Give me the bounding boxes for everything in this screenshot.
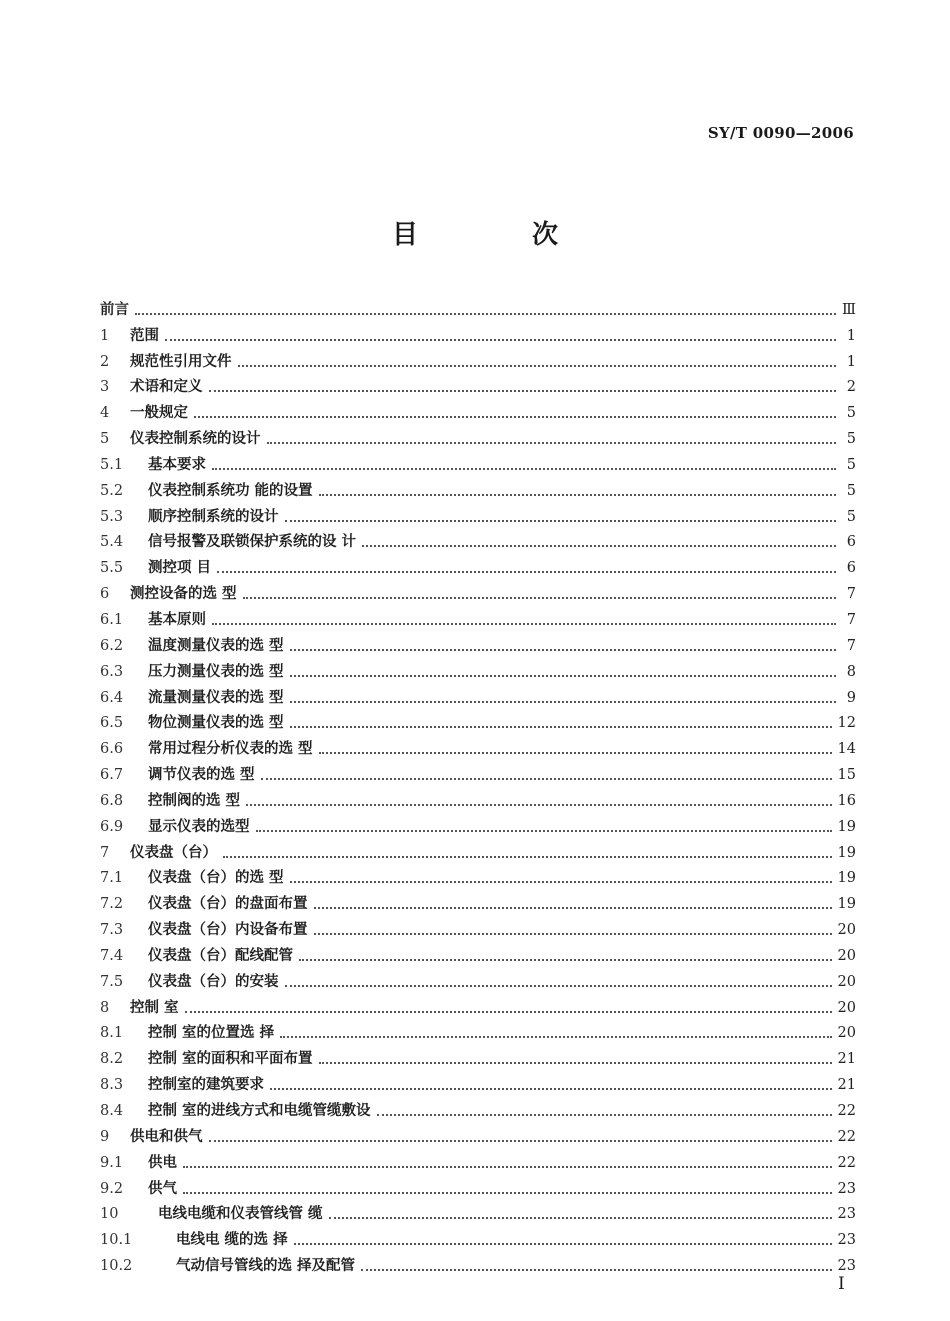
toc-entry-page: 9 <box>846 689 856 706</box>
toc-leader-dots <box>361 1269 831 1271</box>
toc-entry-number: 6.7 <box>100 767 124 784</box>
toc-leader-dots <box>185 1011 832 1013</box>
toc-entry[interactable] <box>100 708 856 734</box>
toc-entry-number: 7.4 <box>100 947 124 964</box>
toc-entry-number: 2 <box>100 353 110 370</box>
toc-leader-dots <box>314 907 832 909</box>
toc-entry-number: 5 <box>100 431 110 448</box>
toc-leader-dots <box>285 985 832 987</box>
toc-entry-page: 7 <box>846 586 856 603</box>
toc-entry-label: 测控项 目 <box>148 559 212 577</box>
toc-leader-dots <box>290 701 836 703</box>
toc-entry-label: 信号报警及联锁保护系统的设 计 <box>148 533 357 551</box>
toc-entry-number: 6.5 <box>100 715 124 732</box>
toc-entry-page: 5 <box>846 431 856 448</box>
toc-entry[interactable] <box>100 1199 856 1225</box>
toc-entry[interactable] <box>100 656 856 682</box>
toc-entry-label: 顺序控制系统的设计 <box>148 507 279 525</box>
toc-entry[interactable] <box>100 423 856 449</box>
toc-entry-number: 7.1 <box>100 870 124 887</box>
toc-entry-page: 12 <box>837 715 856 732</box>
toc-leader-dots <box>280 1036 831 1038</box>
toc-entry-number: 9.1 <box>100 1154 124 1171</box>
toc-entry-label: 范围 <box>130 326 159 344</box>
toc-entry[interactable] <box>100 759 856 785</box>
toc-entry-page: 19 <box>837 844 856 861</box>
toc-entry-label: 控制 室的面积和平面布置 <box>148 1050 313 1068</box>
toc-entry-label: 调节仪表的选 型 <box>148 766 255 784</box>
toc-leader-dots <box>183 1192 832 1194</box>
toc-leader-dots <box>217 571 836 573</box>
toc-entry-number: 6.6 <box>100 741 124 758</box>
toc-leader-dots <box>135 313 836 315</box>
toc-entry-page: 1 <box>846 353 856 370</box>
toc-entry-page: 1 <box>846 327 856 344</box>
toc-entry-label: 仪表盘（台）的选 型 <box>148 869 284 887</box>
toc-entry-number: 8.1 <box>100 1025 124 1042</box>
toc-entry-label: 控制 室 <box>130 998 179 1016</box>
toc-entry-page: 6 <box>846 534 856 551</box>
toc-entry-number: 5.3 <box>100 508 124 525</box>
toc-leader-dots <box>299 959 832 961</box>
toc-entry-label: 测控设备的选 型 <box>130 585 237 603</box>
toc-entry-label: 物位测量仪表的选 型 <box>148 714 284 732</box>
toc-leader-dots <box>165 339 836 341</box>
toc-entry-number: 4 <box>100 405 110 422</box>
toc-entry[interactable] <box>100 1250 856 1276</box>
toc-entry-page: 5 <box>846 482 856 499</box>
toc-leader-dots <box>362 545 836 547</box>
toc-entry[interactable] <box>100 1121 856 1147</box>
toc-entry-page: 23 <box>837 1232 856 1249</box>
toc-entry-page: 5 <box>846 456 856 473</box>
table-of-contents <box>100 294 856 1276</box>
toc-entry-label: 前言 <box>100 300 129 318</box>
toc-entry[interactable] <box>100 397 856 423</box>
toc-entry[interactable] <box>100 630 856 656</box>
toc-entry-page: 20 <box>837 947 856 964</box>
toc-leader-dots <box>238 365 837 367</box>
toc-entry-number: 10.1 <box>100 1232 133 1249</box>
toc-entry-page: 22 <box>837 1128 856 1145</box>
toc-entry-label: 一般规定 <box>130 404 188 422</box>
toc-entry-number: 7.5 <box>100 973 124 990</box>
toc-entry-label: 仪表盘（台）的安装 <box>148 972 279 990</box>
toc-leader-dots <box>290 881 832 883</box>
toc-entry-number: 8.2 <box>100 1051 124 1068</box>
toc-entry-number: 9 <box>100 1128 110 1145</box>
toc-entry[interactable] <box>100 346 856 372</box>
toc-entry-label: 电线电 缆的选 择 <box>176 1231 288 1249</box>
toc-entry[interactable] <box>100 888 856 914</box>
toc-entry-label: 控制阀的选 型 <box>148 791 241 809</box>
toc-entry[interactable] <box>100 733 856 759</box>
toc-leader-dots <box>290 726 832 728</box>
toc-entry-number: 7.3 <box>100 922 124 939</box>
toc-entry[interactable] <box>100 811 856 837</box>
toc-leader-dots <box>212 468 836 470</box>
toc-entry-label: 基本原则 <box>148 610 206 628</box>
toc-leader-dots <box>294 1243 832 1245</box>
toc-leader-dots <box>246 804 831 806</box>
toc-entry-label: 仪表盘（台）内设备布置 <box>148 921 308 939</box>
toc-leader-dots <box>319 1062 832 1064</box>
toc-entry-page: 20 <box>837 1025 856 1042</box>
toc-entry-label: 压力测量仪表的选 型 <box>148 662 284 680</box>
toc-leader-dots <box>270 1088 832 1090</box>
toc-entry-number: 6.2 <box>100 637 124 654</box>
toc-entry-label: 显示仪表的选型 <box>148 817 250 835</box>
toc-leader-dots <box>329 1217 832 1219</box>
toc-entry-label: 术语和定义 <box>130 378 203 396</box>
page-number: I <box>838 1274 845 1294</box>
toc-entry[interactable] <box>100 992 856 1018</box>
toc-entry-label: 控制 室的进线方式和电缆管缆敷设 <box>148 1102 371 1119</box>
toc-entry[interactable] <box>100 914 856 940</box>
toc-entry[interactable] <box>100 1173 856 1199</box>
toc-leader-dots <box>285 520 837 522</box>
toc-leader-dots <box>223 856 832 858</box>
toc-entry-page: 19 <box>837 870 856 887</box>
toc-entry-number: 3 <box>100 379 110 396</box>
toc-entry-label: 规范性引用文件 <box>130 352 232 370</box>
toc-entry-label: 仪表控制系统功 能的设置 <box>148 481 313 499</box>
toc-entry[interactable] <box>100 1147 856 1173</box>
toc-entry-page: 5 <box>846 405 856 422</box>
toc-entry[interactable] <box>100 837 856 863</box>
toc-entry[interactable] <box>100 863 856 889</box>
toc-leader-dots <box>290 675 836 677</box>
toc-entry-number: 5.2 <box>100 482 124 499</box>
toc-entry[interactable] <box>100 1018 856 1044</box>
toc-leader-dots <box>290 649 836 651</box>
toc-entry-number: 6.1 <box>100 611 124 628</box>
toc-entry[interactable] <box>100 320 856 346</box>
toc-entry-page: 23 <box>837 1206 856 1223</box>
toc-entry[interactable] <box>100 501 856 527</box>
toc-entry-number: 1 <box>100 327 110 344</box>
toc-entry-label: 温度测量仪表的选 型 <box>148 636 284 654</box>
toc-entry[interactable] <box>100 475 856 501</box>
toc-entry-page: 23 <box>837 1180 856 1197</box>
toc-entry-page: 21 <box>837 1077 856 1094</box>
toc-entry[interactable] <box>100 294 856 320</box>
toc-entry[interactable] <box>100 966 856 992</box>
toc-entry[interactable] <box>100 552 856 578</box>
toc-entry-page: 15 <box>837 767 856 784</box>
toc-entry-page: 22 <box>837 1154 856 1171</box>
toc-leader-dots <box>377 1114 832 1116</box>
toc-leader-dots <box>243 597 836 599</box>
toc-leader-dots <box>209 1140 832 1142</box>
toc-entry-page: 22 <box>837 1103 856 1119</box>
toc-leader-dots <box>267 442 837 444</box>
toc-entry-page: 7 <box>846 611 856 628</box>
toc-entry-number: 10 <box>100 1206 119 1223</box>
toc-entry-label: 控制室的建筑要求 <box>148 1076 264 1094</box>
toc-entry-page: 5 <box>846 508 856 525</box>
toc-entry-number: 7.2 <box>100 896 124 913</box>
toc-entry[interactable] <box>100 1224 856 1250</box>
toc-entry-number: 6.4 <box>100 689 124 706</box>
toc-entry-label: 基本要求 <box>148 455 206 473</box>
toc-entry[interactable] <box>100 1069 856 1095</box>
toc-entry[interactable] <box>100 785 856 811</box>
toc-entry-label: 电线电缆和仪表管线管 缆 <box>158 1205 323 1223</box>
toc-entry-label: 流量测量仪表的选 型 <box>148 688 284 706</box>
toc-entry-label: 供电 <box>148 1153 177 1171</box>
toc-entry-label: 常用过程分析仪表的选 型 <box>148 740 313 758</box>
toc-leader-dots <box>212 623 836 625</box>
toc-entry-number: 8.3 <box>100 1077 124 1094</box>
toc-entry-label: 仪表盘（台）配线配管 <box>148 946 293 964</box>
toc-entry-number: 6.8 <box>100 792 124 809</box>
toc-entry-page: 21 <box>837 1051 856 1068</box>
toc-entry-number: 8.4 <box>100 1103 124 1119</box>
toc-entry-page: 7 <box>846 637 856 654</box>
toc-entry[interactable] <box>100 682 856 708</box>
toc-leader-dots <box>261 778 832 780</box>
toc-entry[interactable] <box>100 1095 856 1121</box>
document-code: SY/T 0090—2006 <box>707 124 854 142</box>
toc-leader-dots <box>256 830 832 832</box>
toc-entry-page: 8 <box>846 663 856 680</box>
toc-entry[interactable] <box>100 449 856 475</box>
toc-leader-dots <box>209 390 837 392</box>
toc-entry-number: 6 <box>100 586 110 603</box>
toc-entry-page: 2 <box>846 379 856 396</box>
toc-entry-number: 5.5 <box>100 560 124 577</box>
toc-entry-page: 14 <box>837 741 856 758</box>
toc-entry-label: 供电和供气 <box>130 1127 203 1145</box>
toc-entry-page: Ⅲ <box>842 301 856 318</box>
toc-entry[interactable] <box>100 578 856 604</box>
toc-entry-page: 16 <box>837 792 856 809</box>
toc-entry-page: 19 <box>837 896 856 913</box>
toc-leader-dots <box>319 494 836 496</box>
toc-entry-number: 8 <box>100 999 110 1016</box>
toc-entry[interactable] <box>100 1043 856 1069</box>
toc-entry-page: 20 <box>837 922 856 939</box>
toc-entry[interactable] <box>100 940 856 966</box>
page-title: 目 次 <box>391 220 602 250</box>
toc-entry-page: 19 <box>837 818 856 835</box>
toc-entry-label: 仪表盘（台） <box>130 843 217 861</box>
toc-entry-page: 20 <box>837 973 856 990</box>
toc-leader-dots <box>319 752 832 754</box>
toc-entry-number: 9.2 <box>100 1180 124 1197</box>
toc-entry-number: 6.3 <box>100 663 124 680</box>
toc-entry-label: 控制 室的位置选 择 <box>148 1024 275 1042</box>
toc-entry-number: 5.4 <box>100 534 124 551</box>
toc-entry-label: 仪表盘（台）的盘面布置 <box>148 895 308 913</box>
toc-entry-page: 23 <box>837 1258 856 1275</box>
toc-entry[interactable] <box>100 604 856 630</box>
toc-entry[interactable] <box>100 372 856 398</box>
toc-entry[interactable] <box>100 527 856 553</box>
toc-entry-number: 5.1 <box>100 456 124 473</box>
toc-entry-label: 供气 <box>148 1179 177 1197</box>
toc-entry-label: 气动信号管线的选 择及配管 <box>176 1257 356 1275</box>
toc-leader-dots <box>194 416 836 418</box>
toc-leader-dots <box>314 933 832 935</box>
toc-entry-label: 仪表控制系统的设计 <box>130 430 261 448</box>
toc-entry-number: 6.9 <box>100 818 124 835</box>
toc-entry-number: 7 <box>100 844 110 861</box>
toc-leader-dots <box>183 1166 832 1168</box>
toc-entry-page: 6 <box>846 560 856 577</box>
toc-entry-number: 10.2 <box>100 1258 133 1275</box>
toc-entry-page: 20 <box>837 999 856 1016</box>
